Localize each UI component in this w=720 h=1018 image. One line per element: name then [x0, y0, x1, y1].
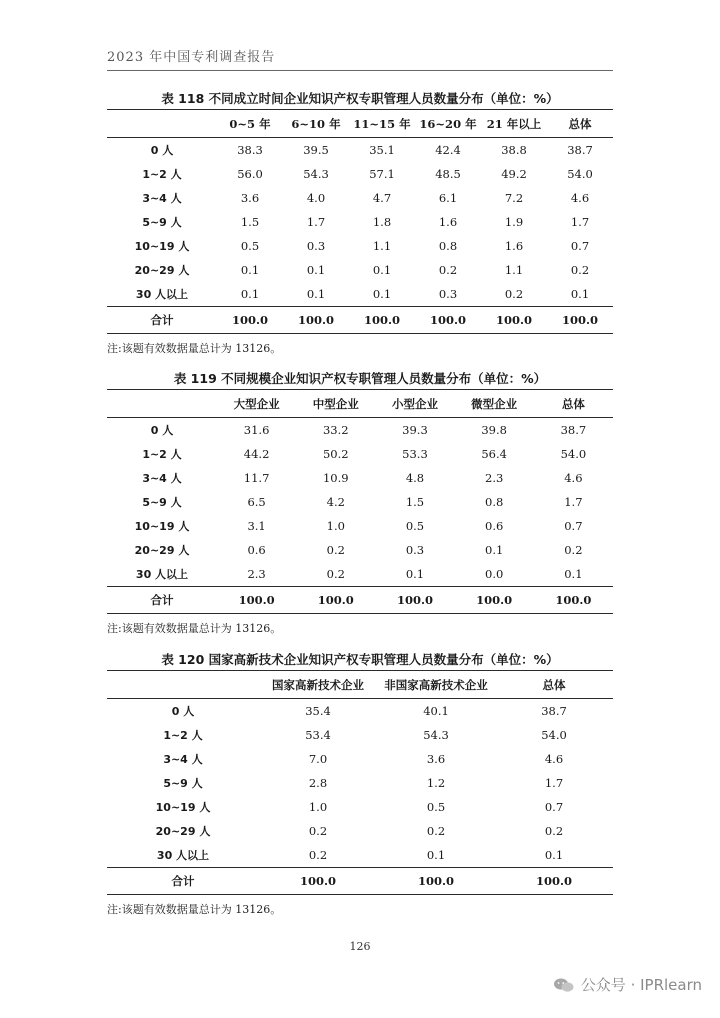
table-119 [107, 369, 613, 636]
table-cell: 54.0 [541, 728, 567, 742]
total-cell: 100.0 [561, 313, 598, 327]
table-row [107, 819, 613, 843]
column-header: 非国家高新技术企业 [384, 677, 488, 692]
table-row [107, 699, 613, 724]
table-cell: 1.6 [438, 215, 458, 229]
column-header: 小型企业 [391, 396, 438, 411]
total-cell: 100.0 [231, 313, 268, 327]
table-cell: 35.4 [305, 704, 331, 718]
page-number: 126 [349, 940, 371, 953]
total-cell: 100.0 [297, 313, 334, 327]
table-cell: 0.8 [438, 239, 458, 253]
table-cell: 0.2 [308, 824, 328, 838]
table-cell: 0.2 [504, 287, 524, 301]
table-cell: 1.9 [504, 215, 524, 229]
table-cell: 54.0 [560, 447, 587, 461]
table-cell: 0.5 [426, 800, 446, 814]
column-header: 总体 [542, 677, 566, 692]
table-cell: 33.2 [322, 423, 349, 437]
column-header: 21 年以上 [486, 116, 542, 131]
table-cell: 0.7 [570, 239, 590, 253]
table-cell: 31.6 [243, 423, 270, 437]
total-cell: 100.0 [495, 313, 532, 327]
table-note: 注:该题有效数据量总计为 13126。 [107, 903, 282, 916]
table-cell: 6.1 [438, 191, 458, 205]
table-row [107, 258, 613, 282]
table-cell: 0.1 [240, 287, 260, 301]
table-cell: 7.2 [504, 191, 524, 205]
table-cell: 0.5 [240, 239, 260, 253]
table-title: 表 120 国家高新技术企业知识产权专职管理人员数量分布（单位：%） [161, 652, 559, 667]
row-label: 5~9 人 [163, 777, 203, 790]
table-cell: 49.2 [501, 167, 527, 181]
total-cell: 100.0 [396, 593, 433, 607]
table-cell: 3.6 [240, 191, 260, 205]
table-cell: 38.3 [237, 143, 263, 157]
table-cell: 0.1 [426, 848, 446, 862]
table-cell: 4.6 [570, 191, 590, 205]
table-cell: 1.8 [372, 215, 392, 229]
column-header: 总体 [561, 396, 585, 411]
table-cell: 0.1 [372, 263, 392, 277]
table-cell: 2.3 [247, 567, 266, 581]
total-cell: 100.0 [476, 593, 513, 607]
table-note: 注:该题有效数据量总计为 13126。 [107, 622, 282, 635]
table-cell: 39.5 [303, 143, 329, 157]
table-cell: 1.2 [426, 776, 446, 790]
total-label: 合计 [150, 313, 174, 327]
table-note: 注:该题有效数据量总计为 13126。 [107, 342, 282, 355]
table-cell: 0.2 [326, 567, 345, 581]
table-cell: 0.1 [564, 567, 583, 581]
table-cell: 1.0 [326, 519, 345, 533]
total-cell: 100.0 [317, 593, 354, 607]
table-cell: 1.7 [544, 776, 564, 790]
row-label: 3~4 人 [142, 472, 182, 485]
row-label: 1~2 人 [142, 168, 182, 181]
row-label: 0 人 [171, 705, 195, 718]
table-cell: 38.7 [567, 143, 593, 157]
table-cell: 4.6 [564, 471, 583, 485]
column-header: 国家高新技术企业 [272, 677, 364, 692]
table-cell: 56.4 [481, 447, 507, 461]
header-rule [107, 70, 613, 71]
data-table [107, 109, 613, 334]
table-cell: 1.5 [405, 495, 425, 509]
row-label: 30 人以上 [156, 849, 210, 862]
table-cell: 1.6 [504, 239, 524, 253]
table-cell: 0.3 [306, 239, 326, 253]
table-cell: 7.0 [308, 752, 328, 766]
table-cell: 0.1 [405, 567, 425, 581]
table-cell: 0.3 [405, 543, 425, 557]
table-cell: 0.7 [544, 800, 564, 814]
table-row [107, 466, 613, 490]
data-table [107, 670, 613, 895]
table-row [107, 490, 613, 514]
total-cell: 100.0 [417, 874, 454, 888]
table-cell: 0.6 [485, 519, 504, 533]
row-label: 3~4 人 [163, 753, 203, 766]
table-cell: 0.5 [405, 519, 425, 533]
total-row [107, 868, 613, 895]
table-cell: 0.1 [570, 287, 590, 301]
table-row [107, 771, 613, 795]
table-row [107, 538, 613, 562]
table-120 [107, 650, 613, 917]
table-cell: 54.3 [423, 728, 449, 742]
row-label: 1~2 人 [142, 448, 182, 461]
total-label: 合计 [171, 874, 195, 888]
table-cell: 0.0 [485, 567, 504, 581]
table-row [107, 234, 613, 258]
column-header: 微型企业 [471, 396, 518, 411]
table-cell: 11.7 [243, 471, 270, 485]
total-cell: 100.0 [555, 593, 592, 607]
row-label: 0 人 [150, 424, 174, 437]
table-118 [107, 89, 613, 356]
table-cell: 1.7 [570, 215, 590, 229]
table-cell: 0.2 [564, 543, 583, 557]
total-row [107, 307, 613, 334]
table-cell: 57.1 [369, 167, 395, 181]
table-cell: 56.0 [237, 167, 263, 181]
row-label: 20~29 人 [134, 264, 190, 277]
column-header [107, 671, 259, 699]
table-cell: 0.3 [438, 287, 458, 301]
table-row [107, 795, 613, 819]
table-row [107, 418, 613, 443]
table-title: 表 118 不同成立时间企业知识产权专职管理人员数量分布（单位：%） [161, 91, 559, 106]
table-row [107, 562, 613, 587]
table-cell: 1.7 [306, 215, 326, 229]
table-cell: 54.3 [303, 167, 329, 181]
table-cell: 44.2 [243, 447, 270, 461]
column-header [107, 390, 217, 418]
table-cell: 4.0 [306, 191, 326, 205]
table-cell: 4.7 [372, 191, 392, 205]
table-cell: 0.1 [485, 543, 504, 557]
column-header: 0~5 年 [229, 116, 271, 131]
column-header [107, 110, 217, 138]
row-label: 0 人 [150, 144, 174, 157]
table-cell: 1.0 [308, 800, 328, 814]
total-cell: 100.0 [363, 313, 400, 327]
row-label: 30 人以上 [135, 288, 189, 301]
table-cell: 42.4 [435, 143, 461, 157]
table-cell: 2.3 [485, 471, 504, 485]
column-header: 11~15 年 [353, 116, 411, 131]
table-cell: 53.4 [305, 728, 331, 742]
column-header: 16~20 年 [419, 116, 477, 131]
row-label: 10~19 人 [134, 240, 190, 253]
table-cell: 2.8 [308, 776, 328, 790]
table-cell: 0.2 [326, 543, 345, 557]
table-cell: 0.8 [485, 495, 504, 509]
row-label: 10~19 人 [155, 801, 211, 814]
row-label: 5~9 人 [142, 496, 182, 509]
table-row [107, 210, 613, 234]
watermark-text: 公众号 · IPRlearn [580, 976, 702, 994]
table-cell: 48.5 [435, 167, 461, 181]
table-row [107, 514, 613, 538]
total-cell: 100.0 [429, 313, 466, 327]
column-header: 6~10 年 [291, 116, 341, 131]
table-cell: 4.2 [326, 495, 345, 509]
table-cell: 50.2 [322, 447, 349, 461]
table-cell: 0.1 [372, 287, 392, 301]
table-cell: 0.1 [306, 287, 326, 301]
table-cell: 4.8 [405, 471, 425, 485]
table-row [107, 138, 613, 163]
table-cell: 1.5 [240, 215, 260, 229]
total-row [107, 587, 613, 614]
row-label: 20~29 人 [155, 825, 211, 838]
table-cell: 4.6 [544, 752, 564, 766]
table-cell: 0.1 [306, 263, 326, 277]
table-cell: 0.1 [240, 263, 260, 277]
row-label: 30 人以上 [135, 568, 189, 581]
table-cell: 40.1 [423, 704, 449, 718]
column-header: 总体 [568, 116, 592, 131]
table-cell: 3.1 [247, 519, 266, 533]
watermark [553, 974, 702, 995]
table-title: 表 119 不同规模企业知识产权专职管理人员数量分布（单位：%） [173, 371, 547, 386]
total-cell: 100.0 [535, 874, 572, 888]
table-cell: 0.2 [544, 824, 564, 838]
table-cell: 39.8 [481, 423, 507, 437]
table-cell: 10.9 [322, 471, 349, 485]
table-cell: 38.7 [560, 423, 587, 437]
table-cell: 53.3 [402, 447, 428, 461]
table-cell: 0.2 [308, 848, 328, 862]
table-cell: 0.1 [544, 848, 564, 862]
table-row [107, 723, 613, 747]
column-header: 大型企业 [233, 396, 280, 411]
table-cell: 1.1 [504, 263, 524, 277]
running-header: 2023 年中国专利调查报告 [107, 50, 276, 65]
table-row [107, 162, 613, 186]
table-cell: 0.6 [247, 543, 266, 557]
row-label: 10~19 人 [134, 520, 190, 533]
table-row [107, 747, 613, 771]
table-cell: 1.1 [372, 239, 392, 253]
total-label: 合计 [150, 593, 174, 607]
table-cell: 35.1 [369, 143, 395, 157]
wechat-icon [553, 977, 575, 993]
table-cell: 0.7 [564, 519, 583, 533]
table-cell: 6.5 [247, 495, 266, 509]
table-cell: 38.7 [541, 704, 567, 718]
row-label: 5~9 人 [142, 216, 182, 229]
table-row [107, 442, 613, 466]
row-label: 3~4 人 [142, 192, 182, 205]
table-cell: 0.2 [570, 263, 590, 277]
table-cell: 0.2 [426, 824, 446, 838]
data-table [107, 389, 613, 614]
table-cell: 1.7 [564, 495, 583, 509]
table-cell: 39.3 [402, 423, 428, 437]
table-row [107, 282, 613, 307]
column-header: 中型企业 [312, 396, 359, 411]
table-cell: 0.2 [438, 263, 458, 277]
row-label: 20~29 人 [134, 544, 190, 557]
total-cell: 100.0 [299, 874, 336, 888]
table-row [107, 843, 613, 868]
table-cell: 3.6 [426, 752, 446, 766]
table-row [107, 186, 613, 210]
row-label: 1~2 人 [163, 729, 203, 742]
table-cell: 54.0 [567, 167, 593, 181]
total-cell: 100.0 [238, 593, 275, 607]
table-cell: 38.8 [501, 143, 527, 157]
